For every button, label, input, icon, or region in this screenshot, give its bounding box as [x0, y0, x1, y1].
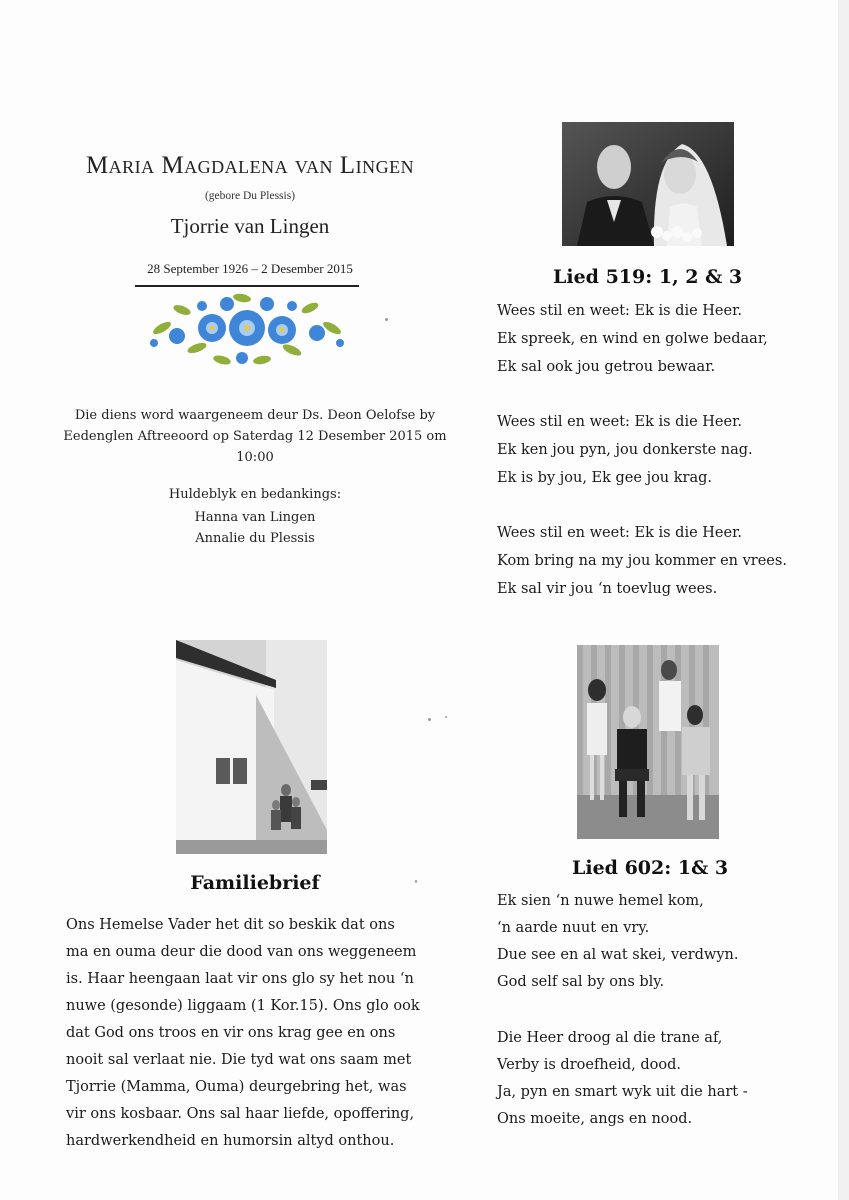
service-line: Die diens word waargeneem deur Ds. Deon Oelofse by — [74, 408, 436, 423]
letter-line: nooit sal verlaat nie. Die tyd wat ons saam met — [66, 1052, 412, 1068]
letter-line: nuwe (gesonde) liggaam (1 Kor.15). Ons glo ook — [66, 998, 420, 1014]
nickname: Tjorrie van Lingen — [170, 214, 330, 238]
scan-edge — [838, 0, 849, 1200]
letter-title: Familiebrief — [190, 872, 320, 894]
verse-line: Wees stil en weet: Ek is die Heer. — [497, 525, 743, 541]
letter-line: is. Haar heengaan laat vir ons glo sy het nou ‘n — [66, 971, 414, 987]
verse-line: God self sal by ons bly. — [497, 974, 665, 990]
verse-line: Ons moeite, angs en nood. — [497, 1111, 693, 1127]
verse-line: ‘n aarde nuut en vry. — [497, 920, 650, 936]
deceased-name: Maria Magdalena van Lingen — [85, 152, 415, 179]
verse-line: Wees stil en weet: Ek is die Heer. — [497, 414, 743, 430]
letter-line: ma en ouma deur die dood van ons weggeneem — [66, 944, 417, 960]
letter-line: hardwerkendheid en humorsin altyd onthou. — [66, 1133, 395, 1149]
letter-line: dat God ons troos en vir ons krag gee en ons — [66, 1025, 396, 1041]
wedding-photo — [562, 122, 734, 246]
verse-line: Die Heer droog al die trane af, — [497, 1030, 723, 1046]
verse-line: Kom bring na my jou kommer en vrees. — [497, 553, 787, 569]
verse-line: Ja, pyn en smart wyk uit die hart - — [497, 1084, 748, 1100]
birth-name: (gebore Du Plessis) — [204, 190, 296, 202]
tribute-name: Hanna van Lingen — [194, 510, 316, 525]
verse-line: Ek spreek, en wind en golwe bedaar, — [497, 331, 768, 347]
scan-speck — [428, 718, 431, 721]
service-details — [60, 405, 450, 468]
verse-line: Due see en al wat skei, verdwyn. — [497, 947, 739, 963]
service-line: 10:00 — [236, 450, 274, 465]
tributes-title: Huldeblyk en bedankings: — [168, 487, 342, 502]
house-photo — [176, 640, 327, 854]
hymn-title: Lied 602: 1& 3 — [572, 857, 729, 879]
letter-line: Ons Hemelse Vader het dit so beskik dat ons — [66, 917, 395, 933]
verse-line: Wees stil en weet: Ek is die Heer. — [497, 303, 743, 319]
verse-line: Verby is droefheid, dood. — [497, 1057, 682, 1073]
verse-line: Ek sal vir jou ‘n toevlug wees. — [497, 581, 718, 597]
scan-speck — [385, 318, 388, 321]
verse-line: Ek is by jou, Ek gee jou krag. — [497, 470, 712, 486]
scan-speck — [445, 716, 447, 718]
divider — [135, 285, 359, 287]
tribute-name: Annalie du Plessis — [195, 531, 315, 546]
floral-ornament — [142, 288, 352, 368]
hymn-title: Lied 519: 1, 2 & 3 — [553, 266, 743, 288]
life-dates: 28 September 1926 – 2 Desember 2015 — [147, 261, 353, 276]
family-photo — [577, 645, 719, 839]
scan-speck — [415, 880, 417, 883]
letter-line: Tjorrie (Mamma, Ouma) deurgebring het, was — [66, 1079, 407, 1095]
verse-line: Ek sal ook jou getrou bewaar. — [497, 359, 716, 375]
service-line: Eedenglen Aftreeoord op Saterdag 12 Desember 2015 om — [63, 429, 447, 444]
verse-line: Ek sien ‘n nuwe hemel kom, — [497, 893, 704, 909]
verse-line: Ek ken jou pyn, jou donkerste nag. — [497, 442, 753, 458]
letter-line: vir ons kosbaar. Ons sal haar liefde, opoffering, — [66, 1106, 415, 1122]
